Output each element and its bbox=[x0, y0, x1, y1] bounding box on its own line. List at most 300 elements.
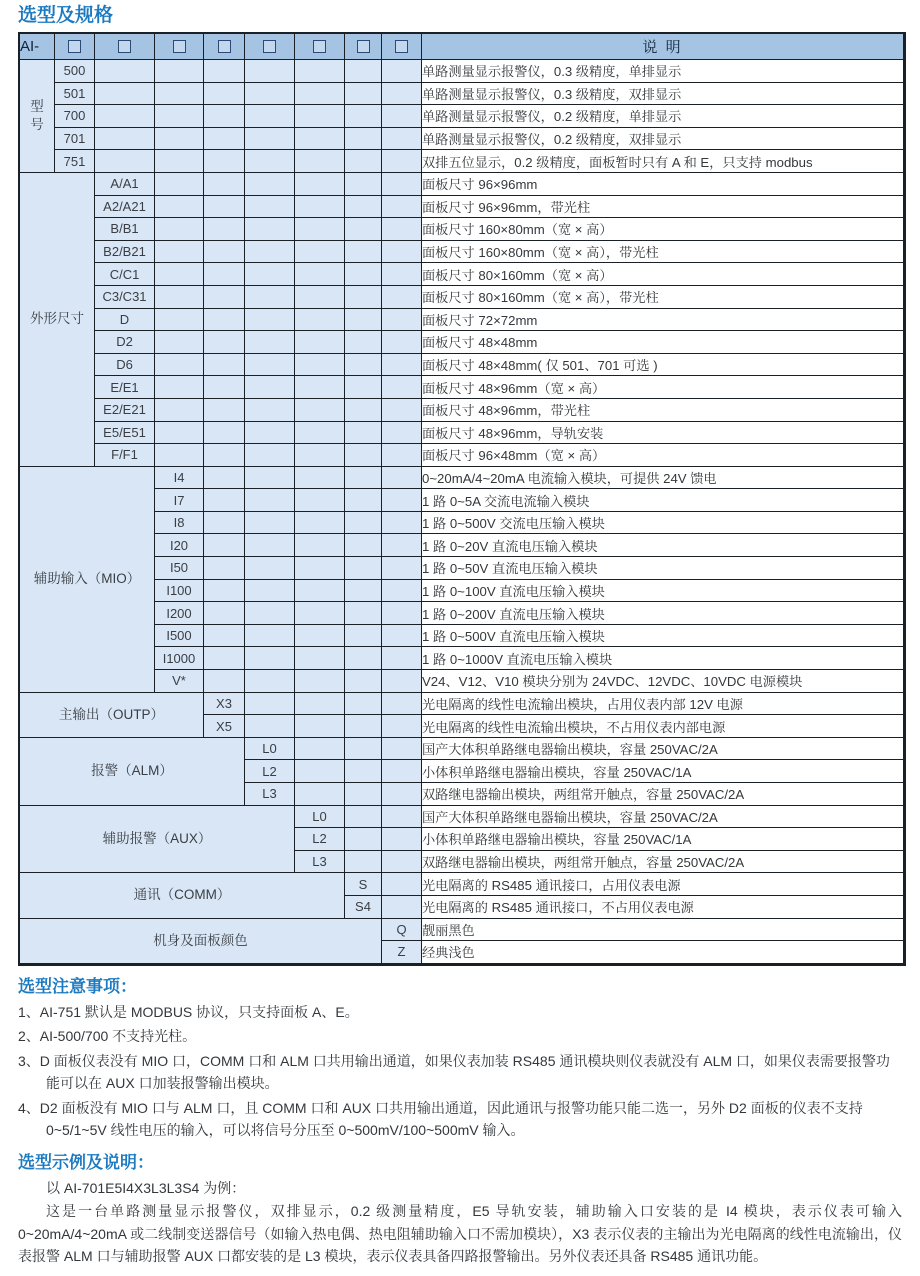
empty-cell bbox=[245, 715, 295, 738]
empty-cell bbox=[295, 715, 345, 738]
option-description: 1 路 0~500V 直流电压输入模块 bbox=[422, 625, 904, 648]
option-description: 小体积单路继电器输出模块，容量 250VAC/1A bbox=[422, 828, 904, 851]
empty-cell bbox=[382, 534, 422, 557]
empty-cell bbox=[345, 580, 382, 603]
empty-cell bbox=[204, 467, 245, 490]
page-title: 选型及规格 bbox=[18, 5, 114, 26]
empty-cell bbox=[295, 580, 345, 603]
table-row bbox=[20, 331, 904, 354]
empty-cell bbox=[345, 851, 382, 874]
option-code: I7 bbox=[155, 489, 204, 512]
empty-cell bbox=[245, 647, 295, 670]
table-row bbox=[20, 286, 904, 309]
empty-cell bbox=[295, 557, 345, 580]
option-description: 面板尺寸 80×160mm（宽 × 高） bbox=[422, 263, 904, 286]
option-code: S bbox=[345, 873, 382, 896]
section-label bbox=[20, 806, 295, 874]
note-item: 2、AI-500/700 不支持光柱。 bbox=[18, 1028, 197, 1045]
section-label-text: 机身及面板颜色 bbox=[153, 932, 248, 948]
table-row bbox=[20, 399, 904, 422]
checkbox-icon bbox=[173, 40, 186, 53]
empty-cell bbox=[345, 331, 382, 354]
empty-cell bbox=[204, 354, 245, 377]
empty-cell bbox=[245, 693, 295, 716]
empty-cell bbox=[345, 354, 382, 377]
option-code: Q bbox=[382, 919, 422, 942]
option-description: 小体积单路继电器输出模块，容量 250VAC/1A bbox=[422, 760, 904, 783]
empty-cell bbox=[155, 399, 204, 422]
empty-cell bbox=[345, 376, 382, 399]
empty-cell bbox=[382, 806, 422, 829]
option-code: L3 bbox=[245, 783, 295, 806]
empty-cell bbox=[382, 83, 422, 106]
option-code: B/B1 bbox=[95, 218, 155, 241]
empty-cell bbox=[295, 263, 345, 286]
empty-cell bbox=[295, 286, 345, 309]
table-body bbox=[20, 34, 904, 964]
empty-cell bbox=[95, 105, 155, 128]
empty-cell bbox=[204, 218, 245, 241]
empty-cell bbox=[155, 218, 204, 241]
option-code: A/A1 bbox=[95, 173, 155, 196]
option-code: I1000 bbox=[155, 647, 204, 670]
empty-cell bbox=[245, 263, 295, 286]
note-item: 1、AI-751 默认是 MODBUS 协议，只支持面板 A、E。 bbox=[18, 1003, 359, 1020]
empty-cell bbox=[382, 647, 422, 670]
option-code: Z bbox=[382, 941, 422, 964]
option-code: 501 bbox=[55, 83, 95, 106]
empty-cell bbox=[382, 557, 422, 580]
option-code: C/C1 bbox=[95, 263, 155, 286]
section-label bbox=[20, 173, 95, 467]
empty-cell bbox=[245, 444, 295, 467]
empty-cell bbox=[295, 625, 345, 648]
option-code: 701 bbox=[55, 128, 95, 151]
table-row bbox=[20, 196, 904, 219]
empty-cell bbox=[245, 218, 295, 241]
empty-cell bbox=[155, 128, 204, 151]
empty-cell bbox=[382, 399, 422, 422]
empty-cell bbox=[204, 173, 245, 196]
empty-cell bbox=[245, 580, 295, 603]
empty-cell bbox=[295, 467, 345, 490]
empty-cell bbox=[295, 331, 345, 354]
empty-cell bbox=[382, 851, 422, 874]
table-row bbox=[20, 693, 904, 716]
option-slot bbox=[155, 34, 204, 60]
empty-cell bbox=[245, 173, 295, 196]
table-row bbox=[20, 376, 904, 399]
section-label-text: 型号 bbox=[30, 98, 44, 132]
empty-cell bbox=[382, 489, 422, 512]
empty-cell bbox=[382, 105, 422, 128]
empty-cell bbox=[295, 105, 345, 128]
checkbox-icon bbox=[68, 40, 81, 53]
empty-cell bbox=[245, 83, 295, 106]
empty-cell bbox=[382, 150, 422, 173]
option-code: B2/B21 bbox=[95, 241, 155, 264]
empty-cell bbox=[382, 760, 422, 783]
empty-cell bbox=[245, 625, 295, 648]
empty-cell bbox=[295, 150, 345, 173]
table-row bbox=[20, 444, 904, 467]
table-row bbox=[20, 105, 904, 128]
empty-cell bbox=[155, 263, 204, 286]
option-description: 双排五位显示，0.2 级精度，面板暂时只有 A 和 E，只支持 modbus bbox=[422, 150, 904, 173]
option-description: V24、V12、V10 模块分别为 24VDC、12VDC、10VDC 电源模块 bbox=[422, 670, 904, 693]
empty-cell bbox=[345, 263, 382, 286]
option-slot bbox=[55, 34, 95, 60]
checkbox-icon bbox=[395, 40, 408, 53]
option-slot bbox=[295, 34, 345, 60]
section-label-text: 辅助输入（MIO） bbox=[33, 571, 141, 587]
empty-cell bbox=[382, 196, 422, 219]
empty-cell bbox=[245, 467, 295, 490]
empty-cell bbox=[295, 60, 345, 83]
option-description: 面板尺寸 48×96mm（宽 × 高） bbox=[422, 376, 904, 399]
checkbox-icon bbox=[118, 40, 131, 53]
empty-cell bbox=[345, 196, 382, 219]
empty-cell bbox=[382, 828, 422, 851]
empty-cell bbox=[345, 602, 382, 625]
option-code: D bbox=[95, 309, 155, 332]
option-description: 光电隔离的线性电流输出模块，占用仪表内部 12V 电源 bbox=[422, 693, 904, 716]
empty-cell bbox=[382, 263, 422, 286]
empty-cell bbox=[295, 512, 345, 535]
empty-cell bbox=[155, 196, 204, 219]
empty-cell bbox=[204, 557, 245, 580]
empty-cell bbox=[295, 670, 345, 693]
empty-cell bbox=[204, 625, 245, 648]
empty-cell bbox=[345, 60, 382, 83]
empty-cell bbox=[345, 489, 382, 512]
option-code: A2/A21 bbox=[95, 196, 155, 219]
option-code: E/E1 bbox=[95, 376, 155, 399]
empty-cell bbox=[345, 512, 382, 535]
empty-cell bbox=[204, 489, 245, 512]
empty-cell bbox=[382, 309, 422, 332]
empty-cell bbox=[345, 806, 382, 829]
option-code: X5 bbox=[204, 715, 245, 738]
option-description: 面板尺寸 160×80mm（宽 × 高） bbox=[422, 218, 904, 241]
option-code: I50 bbox=[155, 557, 204, 580]
empty-cell bbox=[382, 738, 422, 761]
note-item: 3、D 面板仪表没有 MIO 口，COMM 口和 ALM 口共用输出通道，如果仪表加装 RS485 通讯模块则仪表就没有 ALM 口，如果仪表需要报警功能可以在 AUX 口加装报警输出模块。 bbox=[18, 1052, 890, 1092]
empty-cell bbox=[345, 218, 382, 241]
table-row bbox=[20, 873, 904, 896]
option-description: 面板尺寸 48×48mm bbox=[422, 331, 904, 354]
empty-cell bbox=[295, 602, 345, 625]
empty-cell bbox=[155, 286, 204, 309]
option-description: 单路测量显示报警仪，0.3 级精度，单排显示 bbox=[422, 60, 904, 83]
section-label bbox=[20, 60, 55, 173]
empty-cell bbox=[295, 693, 345, 716]
option-description: 面板尺寸 160×80mm（宽 × 高），带光柱 bbox=[422, 241, 904, 264]
empty-cell bbox=[245, 376, 295, 399]
empty-cell bbox=[382, 625, 422, 648]
option-code: I20 bbox=[155, 534, 204, 557]
empty-cell bbox=[345, 625, 382, 648]
option-description: 双路继电器输出模块，两组常开触点，容量 250VAC/2A bbox=[422, 851, 904, 874]
empty-cell bbox=[155, 422, 204, 445]
empty-cell bbox=[245, 241, 295, 264]
notes-section bbox=[18, 976, 902, 1142]
empty-cell bbox=[345, 715, 382, 738]
option-description: 1 路 0~200V 直流电压输入模块 bbox=[422, 602, 904, 625]
empty-cell bbox=[204, 286, 245, 309]
empty-cell bbox=[345, 105, 382, 128]
option-code: E5/E51 bbox=[95, 422, 155, 445]
empty-cell bbox=[345, 150, 382, 173]
empty-cell bbox=[382, 873, 422, 896]
empty-cell bbox=[382, 173, 422, 196]
option-description: 1 路 0~50V 直流电压输入模块 bbox=[422, 557, 904, 580]
empty-cell bbox=[204, 376, 245, 399]
section-label bbox=[20, 467, 155, 693]
table-row bbox=[20, 738, 904, 761]
empty-cell bbox=[155, 173, 204, 196]
empty-cell bbox=[245, 557, 295, 580]
empty-cell bbox=[245, 60, 295, 83]
empty-cell bbox=[155, 150, 204, 173]
option-description: 单路测量显示报警仪，0.3 级精度，双排显示 bbox=[422, 83, 904, 106]
empty-cell bbox=[382, 422, 422, 445]
empty-cell bbox=[295, 173, 345, 196]
empty-cell bbox=[382, 602, 422, 625]
option-code: V* bbox=[155, 670, 204, 693]
empty-cell bbox=[245, 602, 295, 625]
empty-cell bbox=[155, 241, 204, 264]
empty-cell bbox=[345, 783, 382, 806]
option-slot bbox=[245, 34, 295, 60]
empty-cell bbox=[155, 105, 204, 128]
empty-cell bbox=[382, 444, 422, 467]
empty-cell bbox=[382, 218, 422, 241]
option-code: X3 bbox=[204, 693, 245, 716]
empty-cell bbox=[204, 534, 245, 557]
empty-cell bbox=[345, 286, 382, 309]
empty-cell bbox=[295, 647, 345, 670]
section-label bbox=[20, 693, 204, 738]
option-description: 单路测量显示报警仪，0.2 级精度，单排显示 bbox=[422, 105, 904, 128]
empty-cell bbox=[245, 105, 295, 128]
table-row bbox=[20, 422, 904, 445]
section-label-text: 主输出（OUTP） bbox=[58, 706, 164, 722]
empty-cell bbox=[295, 444, 345, 467]
empty-cell bbox=[295, 534, 345, 557]
checkbox-icon bbox=[218, 40, 231, 53]
option-code: I100 bbox=[155, 580, 204, 603]
empty-cell bbox=[204, 83, 245, 106]
table-row bbox=[20, 173, 904, 196]
empty-cell bbox=[204, 444, 245, 467]
option-description: 面板尺寸 96×48mm（宽 × 高） bbox=[422, 444, 904, 467]
example-heading: 选型示例及说明： bbox=[18, 1152, 154, 1172]
option-code: I500 bbox=[155, 625, 204, 648]
empty-cell bbox=[155, 331, 204, 354]
table-row bbox=[20, 309, 904, 332]
empty-cell bbox=[382, 467, 422, 490]
option-code: S4 bbox=[345, 896, 382, 919]
option-code: 500 bbox=[55, 60, 95, 83]
empty-cell bbox=[345, 83, 382, 106]
empty-cell bbox=[295, 399, 345, 422]
option-code: L2 bbox=[295, 828, 345, 851]
option-code: L0 bbox=[245, 738, 295, 761]
table-row bbox=[20, 241, 904, 264]
option-code: F/F1 bbox=[95, 444, 155, 467]
empty-cell bbox=[204, 263, 245, 286]
empty-cell bbox=[295, 218, 345, 241]
empty-cell bbox=[245, 150, 295, 173]
empty-cell bbox=[382, 286, 422, 309]
empty-cell bbox=[382, 331, 422, 354]
checkbox-icon bbox=[357, 40, 370, 53]
option-description: 1 路 0~1000V 直流电压输入模块 bbox=[422, 647, 904, 670]
empty-cell bbox=[204, 60, 245, 83]
option-description: 双路继电器输出模块，两组常开触点，容量 250VAC/2A bbox=[422, 783, 904, 806]
option-description: 面板尺寸 48×96mm，带光柱 bbox=[422, 399, 904, 422]
empty-cell bbox=[295, 196, 345, 219]
option-code: 751 bbox=[55, 150, 95, 173]
empty-cell bbox=[345, 128, 382, 151]
option-code: L3 bbox=[295, 851, 345, 874]
empty-cell bbox=[345, 173, 382, 196]
table-row bbox=[20, 150, 904, 173]
empty-cell bbox=[155, 376, 204, 399]
empty-cell bbox=[295, 760, 345, 783]
empty-cell bbox=[204, 331, 245, 354]
option-code: E2/E21 bbox=[95, 399, 155, 422]
empty-cell bbox=[345, 534, 382, 557]
empty-cell bbox=[204, 105, 245, 128]
empty-cell bbox=[95, 128, 155, 151]
empty-cell bbox=[295, 738, 345, 761]
option-description: 靓丽黑色 bbox=[422, 919, 904, 942]
option-code: 700 bbox=[55, 105, 95, 128]
empty-cell bbox=[95, 83, 155, 106]
empty-cell bbox=[295, 422, 345, 445]
option-code: L0 bbox=[295, 806, 345, 829]
example-section bbox=[18, 1152, 902, 1268]
empty-cell bbox=[155, 83, 204, 106]
option-description: 0~20mA/4~20mA 电流输入模块，可提供 24V 馈电 bbox=[422, 467, 904, 490]
empty-cell bbox=[345, 399, 382, 422]
option-slot bbox=[382, 34, 422, 60]
empty-cell bbox=[245, 331, 295, 354]
empty-cell bbox=[382, 693, 422, 716]
table-row bbox=[20, 263, 904, 286]
option-code: L2 bbox=[245, 760, 295, 783]
option-code: I4 bbox=[155, 467, 204, 490]
table-row bbox=[20, 806, 904, 829]
option-slot bbox=[204, 34, 245, 60]
table-row bbox=[20, 83, 904, 106]
empty-cell bbox=[382, 512, 422, 535]
empty-cell bbox=[245, 512, 295, 535]
section-label bbox=[20, 738, 245, 806]
empty-cell bbox=[155, 354, 204, 377]
notes-list bbox=[18, 1001, 902, 1142]
empty-cell bbox=[345, 241, 382, 264]
empty-cell bbox=[245, 128, 295, 151]
option-description: 面板尺寸 80×160mm（宽 × 高），带光柱 bbox=[422, 286, 904, 309]
option-description: 国产大体积单路继电器输出模块，容量 250VAC/2A bbox=[422, 806, 904, 829]
empty-cell bbox=[295, 376, 345, 399]
option-slot bbox=[345, 34, 382, 60]
empty-cell bbox=[245, 354, 295, 377]
empty-cell bbox=[204, 399, 245, 422]
option-description: 面板尺寸 96×96mm bbox=[422, 173, 904, 196]
empty-cell bbox=[245, 196, 295, 219]
section-label bbox=[20, 919, 382, 964]
option-description: 1 路 0~100V 直流电压输入模块 bbox=[422, 580, 904, 603]
option-description: 光电隔离的 RS485 通讯接口，占用仪表电源 bbox=[422, 873, 904, 896]
empty-cell bbox=[204, 580, 245, 603]
example-body: 这是一台单路测量显示报警仪，双排显示，0.2 级测量精度，E5 导轨安装，辅助输入口安装的是 I4 模块，表示仪表可输入 0~20mA/4~20mA 或二线制变送器信号（如输入热电偶、热电阻辅助输入口不需加模块），X3 表示仪表的主输出为光电隔离的线性电流输出，仪表报警 ALM 口与辅助报警 AUX 口都安装的是 L3 模块，表示仪表具备四路报警输出。另外仪表还具备 RS485 通讯功能。 bbox=[18, 1203, 902, 1265]
empty-cell bbox=[345, 309, 382, 332]
section-label-text: 报警（ALM） bbox=[91, 763, 173, 779]
example-intro: 以 AI-701E5I4X3L3L3S4 为例： bbox=[46, 1179, 246, 1196]
option-description: 光电隔离的 RS485 通讯接口，不占用仪表电源 bbox=[422, 896, 904, 919]
empty-cell bbox=[204, 241, 245, 264]
empty-cell bbox=[295, 128, 345, 151]
empty-cell bbox=[382, 128, 422, 151]
table-row bbox=[20, 128, 904, 151]
empty-cell bbox=[382, 376, 422, 399]
empty-cell bbox=[245, 534, 295, 557]
option-code: I8 bbox=[155, 512, 204, 535]
empty-cell bbox=[295, 241, 345, 264]
empty-cell bbox=[95, 60, 155, 83]
option-description: 国产大体积单路继电器输出模块，容量 250VAC/2A bbox=[422, 738, 904, 761]
empty-cell bbox=[245, 309, 295, 332]
empty-cell bbox=[382, 670, 422, 693]
empty-cell bbox=[155, 309, 204, 332]
option-code: C3/C31 bbox=[95, 286, 155, 309]
section-label-text: 外形尺寸 bbox=[30, 311, 84, 327]
empty-cell bbox=[345, 738, 382, 761]
empty-cell bbox=[345, 444, 382, 467]
option-description: 面板尺寸 48×96mm，导轨安装 bbox=[422, 422, 904, 445]
empty-cell bbox=[204, 422, 245, 445]
empty-cell bbox=[204, 150, 245, 173]
empty-cell bbox=[245, 286, 295, 309]
empty-cell bbox=[204, 670, 245, 693]
table-row bbox=[20, 218, 904, 241]
table-header-row bbox=[20, 34, 904, 60]
empty-cell bbox=[382, 241, 422, 264]
empty-cell bbox=[204, 602, 245, 625]
option-description: 1 路 0~5A 交流电流输入模块 bbox=[422, 489, 904, 512]
empty-cell bbox=[295, 489, 345, 512]
empty-cell bbox=[245, 399, 295, 422]
table-row bbox=[20, 467, 904, 490]
table-row bbox=[20, 60, 904, 83]
option-description: 单路测量显示报警仪，0.2 级精度，双排显示 bbox=[422, 128, 904, 151]
option-slot bbox=[95, 34, 155, 60]
empty-cell bbox=[382, 896, 422, 919]
empty-cell bbox=[345, 467, 382, 490]
empty-cell bbox=[382, 60, 422, 83]
checkbox-icon bbox=[263, 40, 276, 53]
empty-cell bbox=[204, 647, 245, 670]
option-code: I200 bbox=[155, 602, 204, 625]
empty-cell bbox=[295, 783, 345, 806]
description-column-header: 说 明 bbox=[422, 34, 904, 60]
notes-heading: 选型注意事项： bbox=[18, 976, 137, 996]
section-label-text: 辅助报警（AUX） bbox=[102, 830, 212, 846]
